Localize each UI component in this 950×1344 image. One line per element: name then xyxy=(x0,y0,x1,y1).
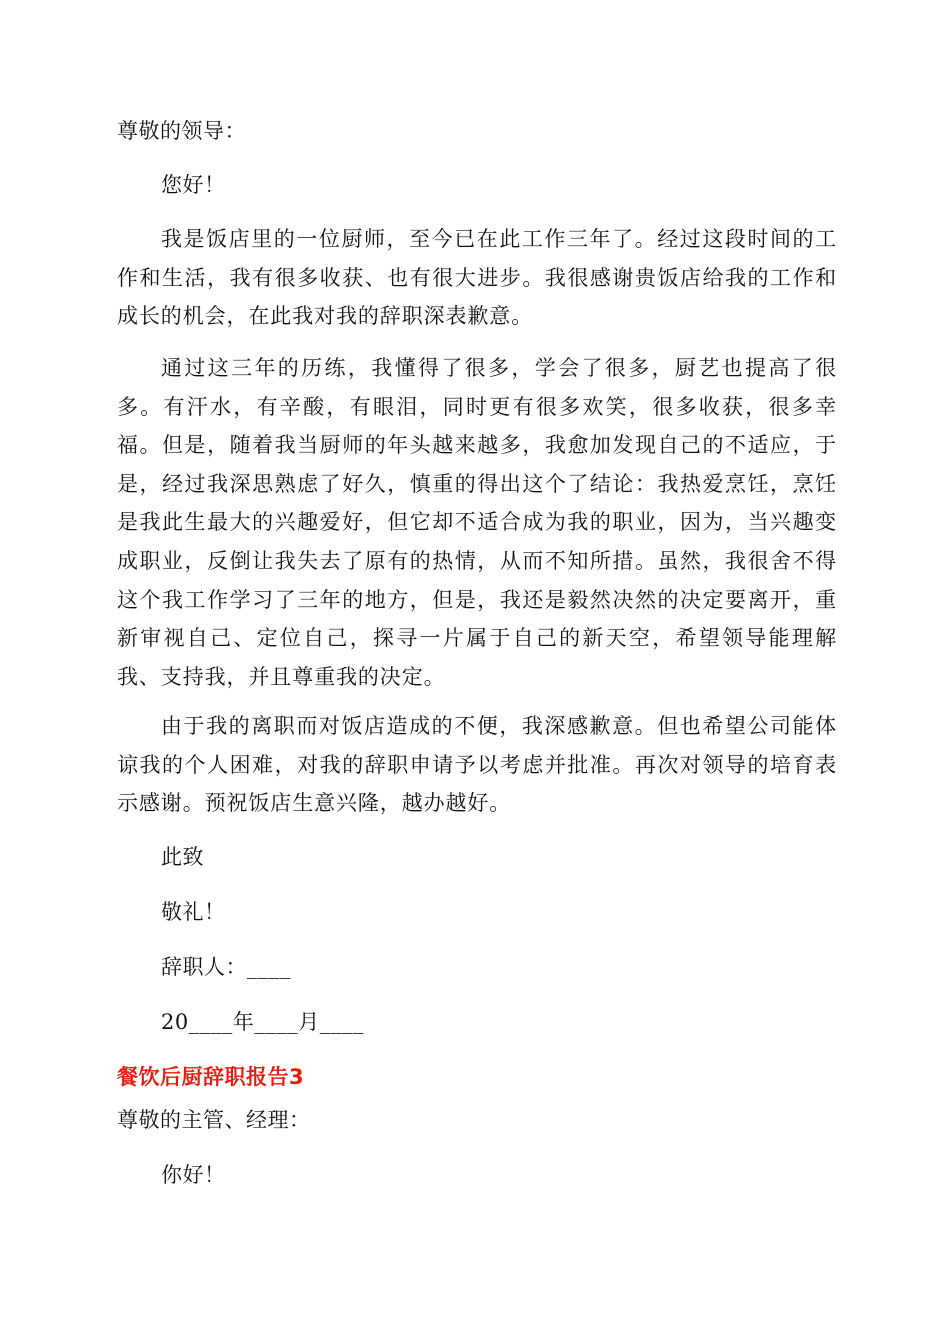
closing-line-2: 敬礼！ xyxy=(161,900,226,924)
paragraph-1: 我是饭店里的一位厨师，至今已在此工作三年了。经过这段时间的工作和生活，我有很多收获、也有很大进步。我很感谢贵饭店给我的工作和成长的机会，在此我对我的辞职深表歉意。 xyxy=(117,227,837,329)
section-heading: 餐饮后厨辞职报告3 xyxy=(117,1065,305,1089)
greeting-2: 你好！ xyxy=(161,1163,226,1187)
salutation: 尊敬的领导： xyxy=(117,119,246,143)
paragraph-2: 通过这三年的历练，我懂得了很多，学会了很多，厨艺也提高了很多。有汗水，有辛酸，有眼泪，同时更有很多欢笑，很多收获，很多幸福。但是，随着我当厨师的年头越来越多，我愈加发现自己的不适应，于是，经过我深思熟虑了好久，慎重的得出这个了结论：我热爱烹饪，烹饪是我此生最大的兴趣爱好，但它却不适合成为我的职业，因为，当兴趣变成职业，反倒让我失去了原有的热情，从而不知所措。虽然，我很舍不得这个我工作学习了三年的地方，但是，我还是毅然决然的决定要离开，重新审视自己、定位自己，探寻一片属于自己的新天空，希望领导能理解我、支持我，并且尊重我的决定。 xyxy=(117,356,837,689)
date-line: 20____年____月____ xyxy=(161,1010,364,1034)
closing-line-1: 此致 xyxy=(161,845,204,869)
greeting: 您好！ xyxy=(161,173,226,197)
paragraph-3: 由于我的离职而对饭店造成的不便，我深感歉意。但也希望公司能体谅我的个人困难，对我的辞职申请予以考虑并批准。再次对领导的培育表示感谢。预祝饭店生意兴隆，越办越好。 xyxy=(117,714,837,816)
salutation-2: 尊敬的主管、经理： xyxy=(117,1108,311,1132)
signature-line: 辞职人：____ xyxy=(161,955,291,979)
